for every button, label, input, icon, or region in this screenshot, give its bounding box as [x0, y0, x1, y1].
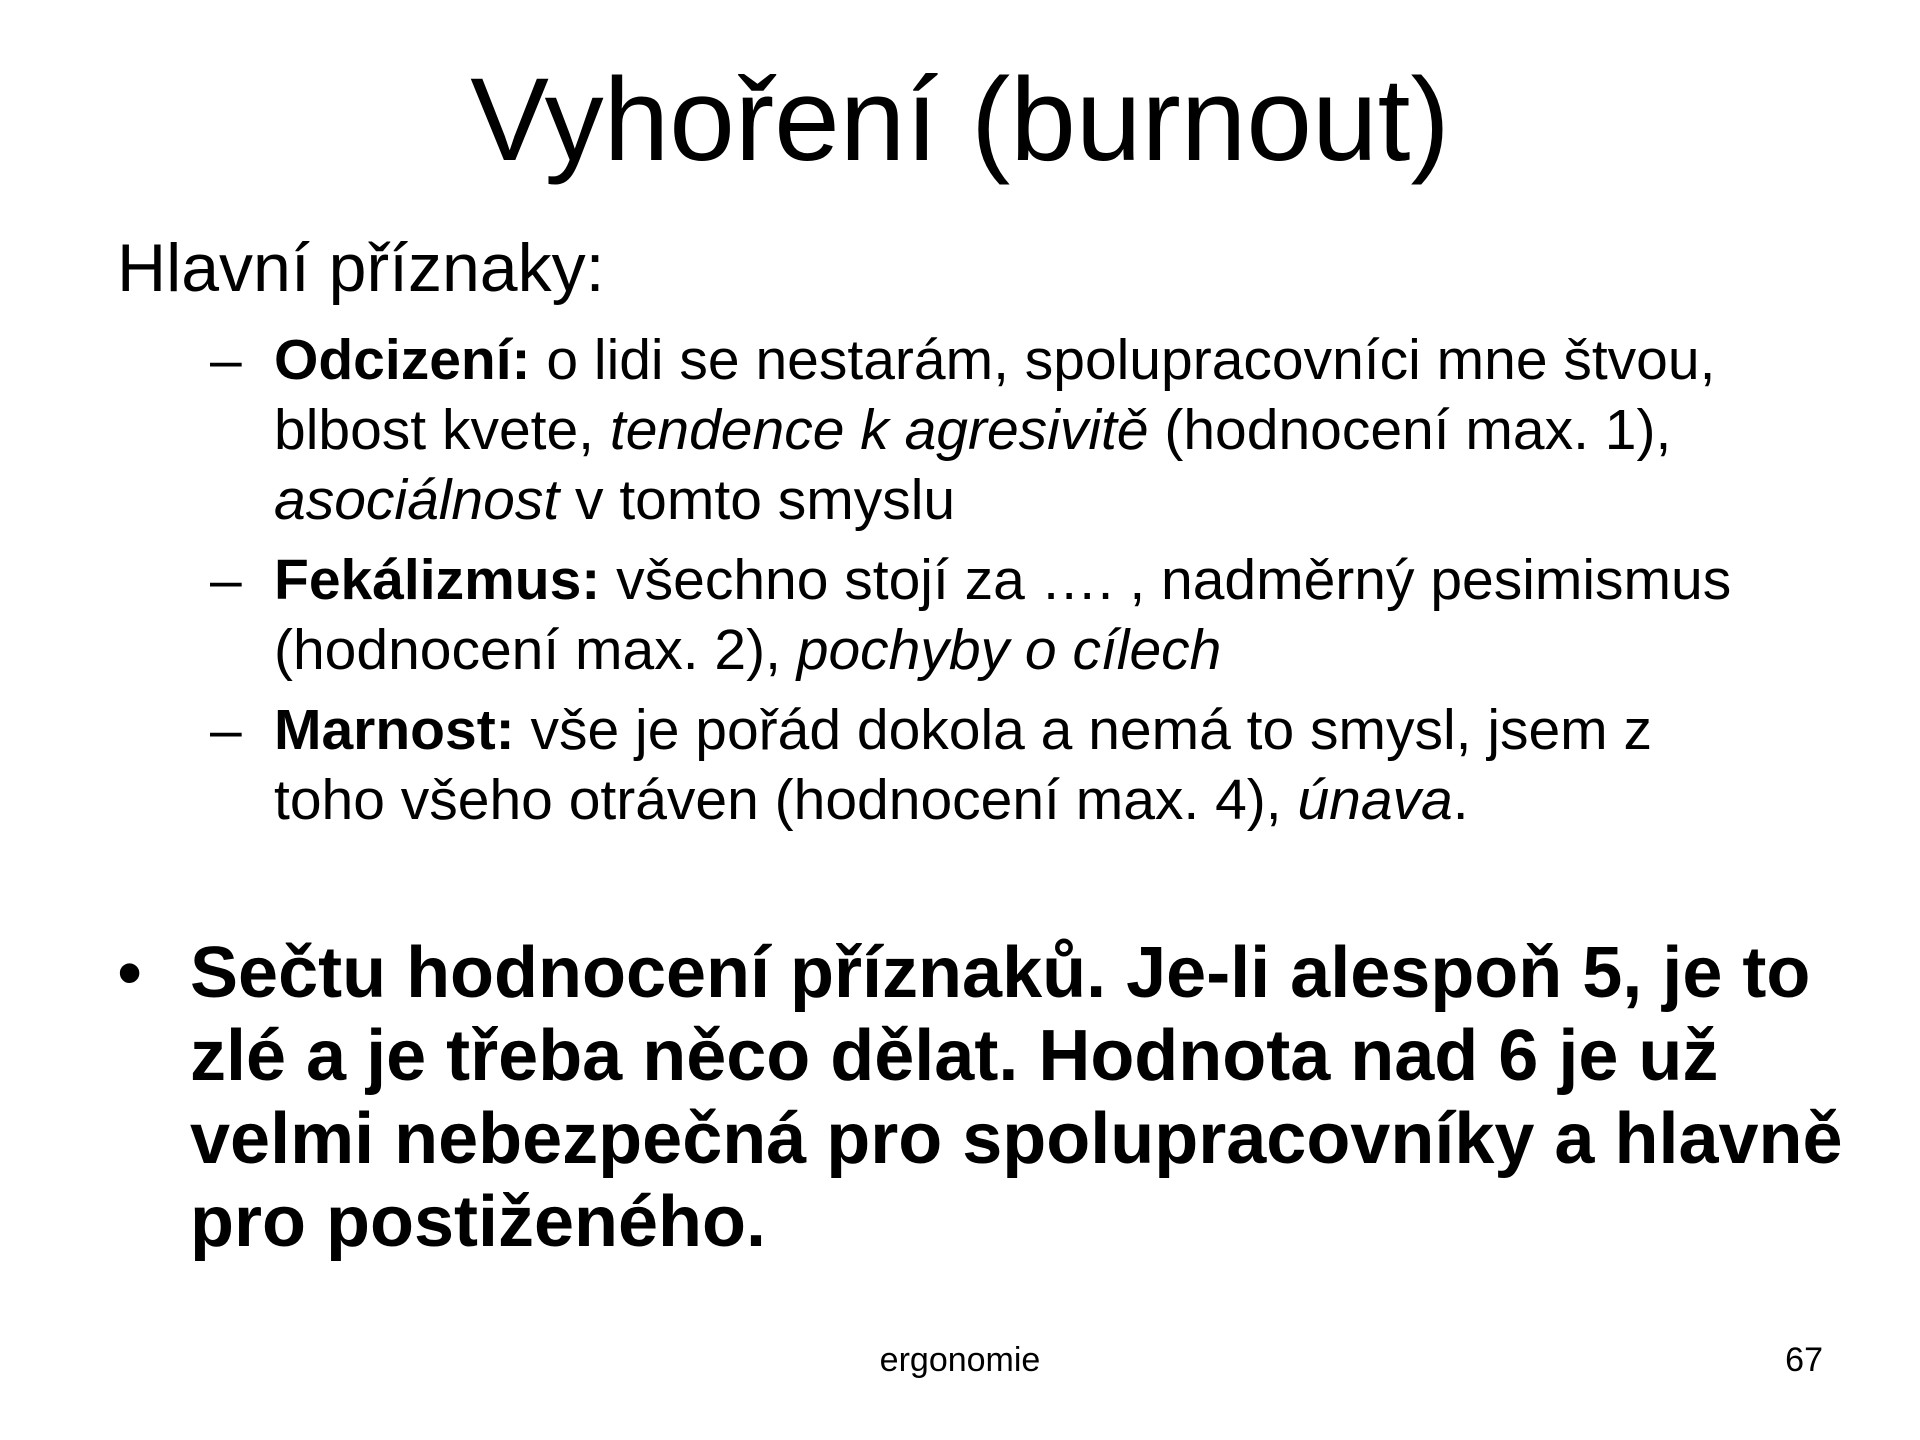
dash-marker: –	[210, 548, 242, 612]
conclusion-text: Sečtu hodnocení příznaků. Je-li alespoň 5, je to zlé a je třeba něco dělat. Hodnota nad 6 je už velmi nebezpečná pro spolupracovníky a hlavně pro postiženého.	[190, 933, 1843, 1262]
slide-title: Vyhoření (burnout)	[470, 54, 1450, 186]
conclusion-bullet	[117, 932, 1890, 1264]
symptom-term: Odcizení:	[274, 328, 531, 392]
symptom-text: o lidi se nestarám, spolupracovníci mne štvou, blbost kvete,	[274, 328, 1716, 462]
symptom-term: Fekálizmus:	[274, 548, 601, 612]
symptom-text: (hodnocení max. 1),	[1148, 398, 1672, 462]
symptom-text: vše je pořád dokola a nemá to smysl, jsem z toho všeho otráven (hodnocení max. 4),	[274, 698, 1652, 832]
page-number: 67	[1785, 1341, 1823, 1379]
symptom-emphasis: únava	[1297, 768, 1453, 832]
dash-marker: –	[210, 698, 242, 762]
bullet-marker: •	[117, 933, 143, 1013]
symptom-item-odcizeni	[210, 325, 1770, 535]
symptom-text: všechno stojí za …. , nadměrný pesimismus (hodnocení max. 2),	[274, 548, 1732, 682]
symptom-item-fekalizmus	[210, 545, 1770, 685]
symptom-text: v tomto smyslu	[559, 468, 956, 532]
symptom-emphasis: asociálnost	[274, 468, 560, 532]
symptom-term: Marnost:	[274, 698, 515, 762]
symptom-list	[210, 325, 1770, 845]
symptom-text: .	[1452, 768, 1469, 832]
footer-label: ergonomie	[879, 1341, 1041, 1379]
symptom-emphasis: tendence k agresivitě	[609, 398, 1149, 462]
symptoms-heading: Hlavní příznaky:	[117, 230, 605, 306]
symptom-item-marnost	[210, 695, 1770, 835]
symptom-emphasis: pochyby o cílech	[796, 618, 1222, 682]
dash-marker: –	[210, 328, 242, 392]
